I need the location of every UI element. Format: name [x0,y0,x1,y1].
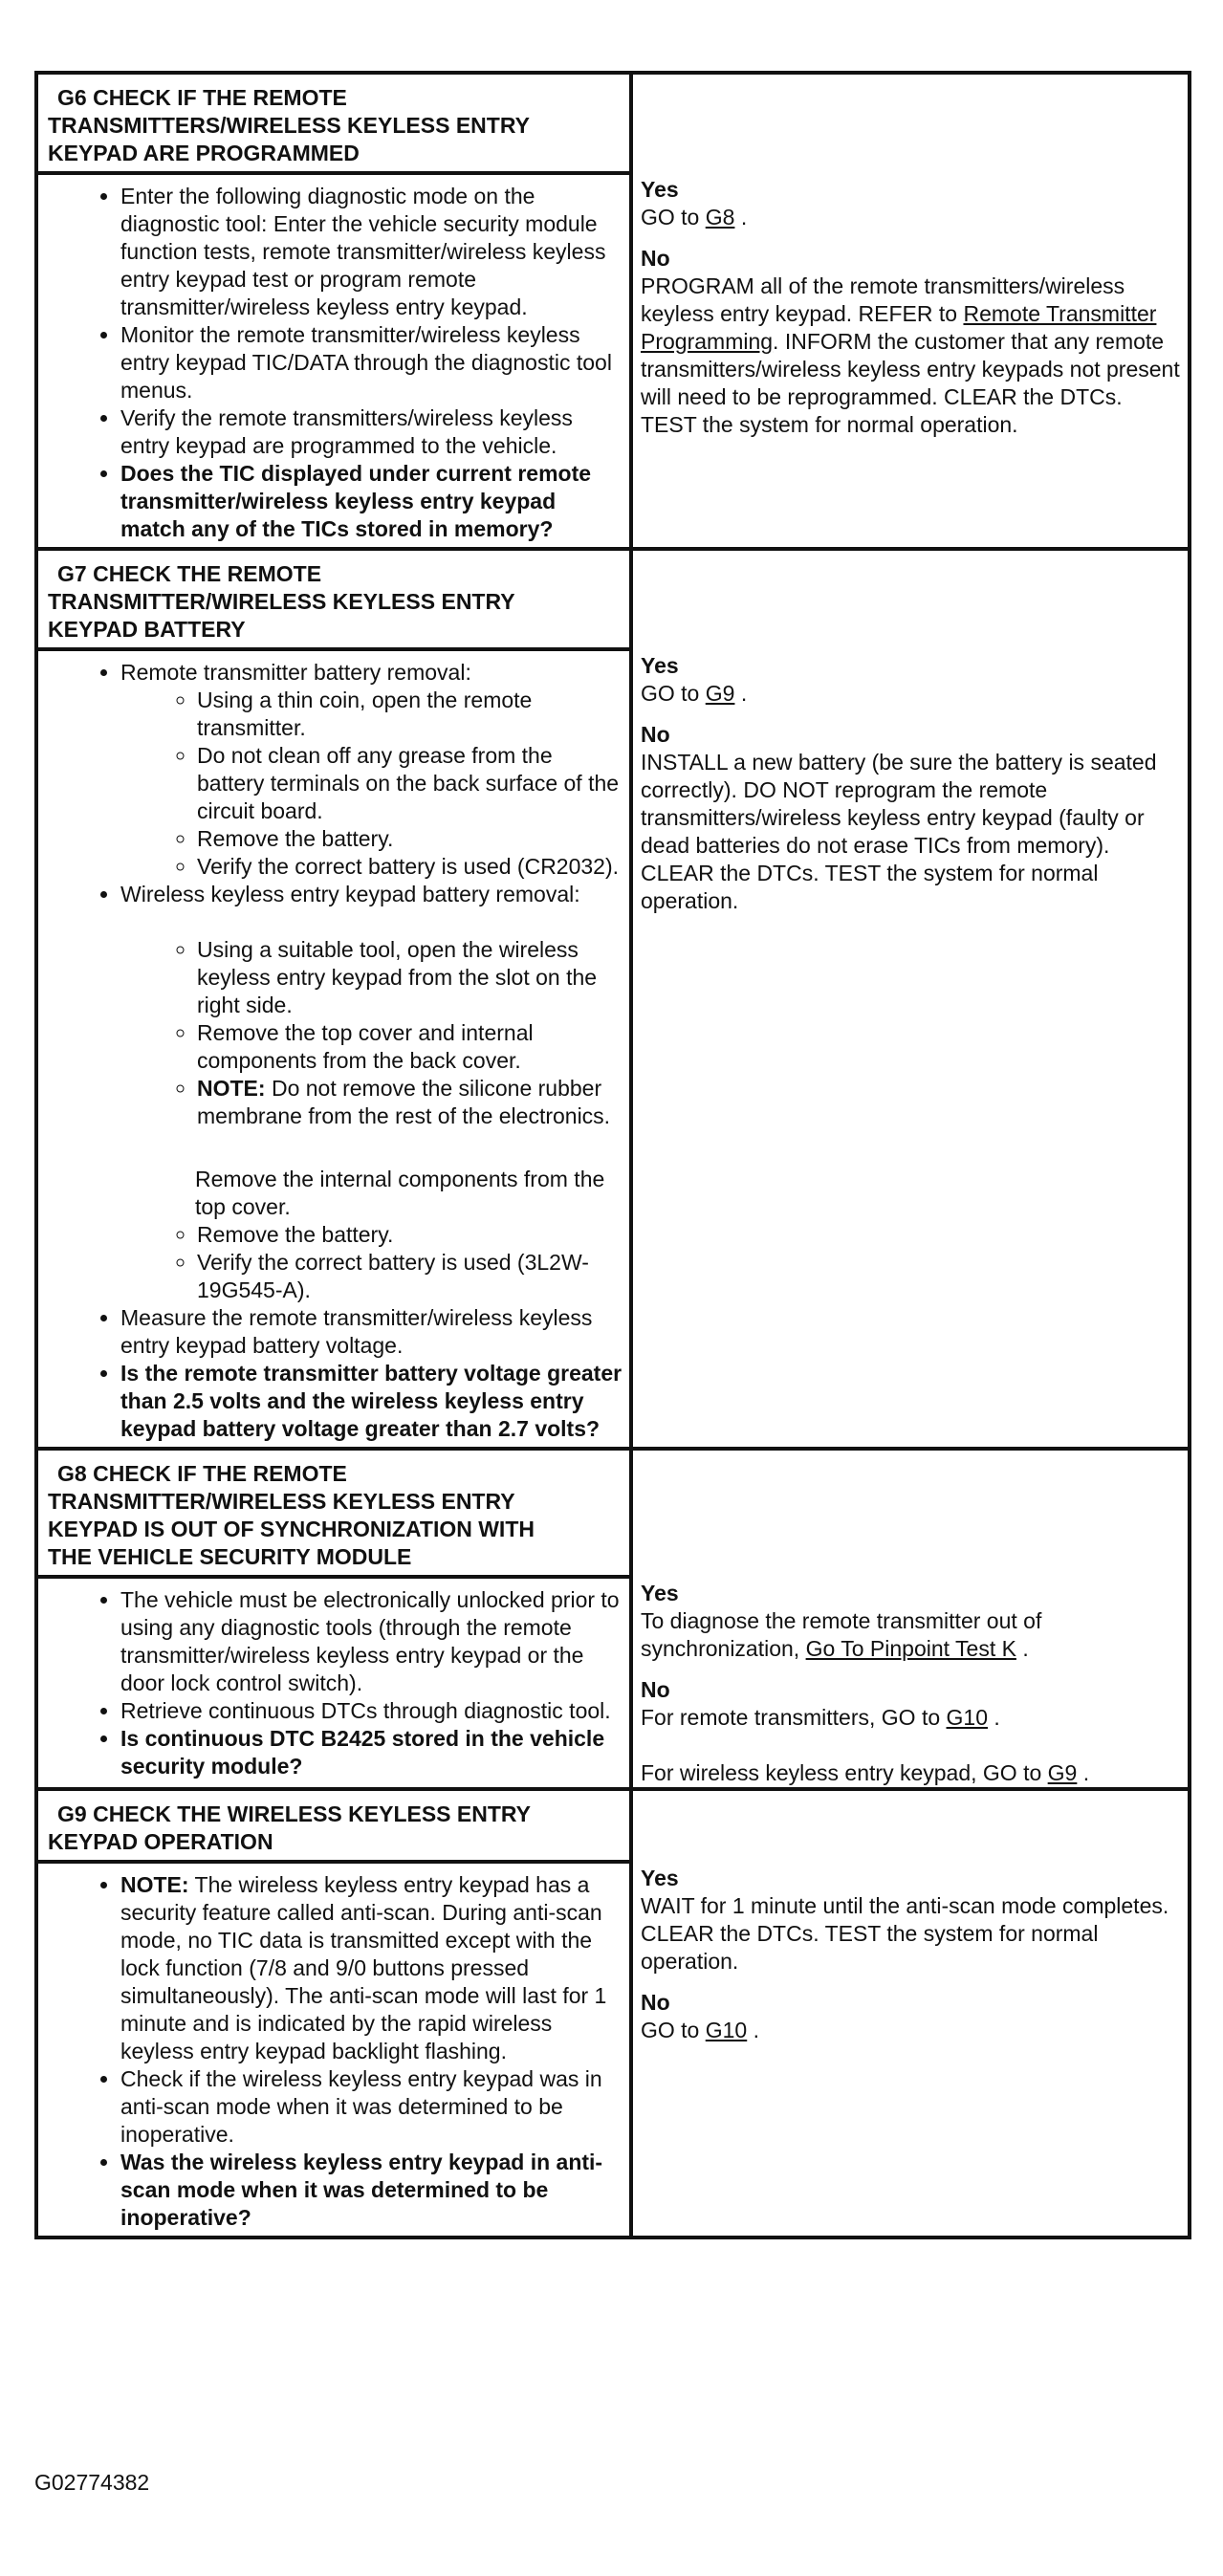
action-item: • Verify the remote transmitters/wireless keyless entry keypad are programmed to the vehicle. [120,404,623,460]
yes-label: Yes [641,1581,679,1605]
punctuation: . [988,1705,1000,1730]
step-g6-results [631,73,1190,549]
action-item [120,659,623,881]
step-number: G9 [57,1801,87,1826]
step-number: G8 [57,1461,87,1486]
question-item: • Is continuous DTC B2425 stored in the vehicle security module? [120,1725,623,1780]
sub-action-item: ◦ Using a suitable tool, open the wireless keyless entry keypad from the slot on the right side. [197,936,623,1019]
action-item: • Monitor the remote transmitter/wireless keyless entry keypad TIC/DATA through the diagnostic tool menus. [120,321,623,404]
link-g9[interactable]: G9 [705,681,735,706]
step-title-text: TRANSMITTERS/WIRELESS KEYLESS ENTRY [48,113,530,138]
diagnostic-sheet [34,71,1188,2239]
question-item: • Does the TIC displayed under current remote transmitter/wireless keyless entry keypad match any of the TICs stored in memory? [120,460,623,543]
no-text: GO to [641,2018,706,2042]
step-number: G7 [57,561,87,586]
step-g8-results [631,1449,1190,1789]
step-title-text: THE VEHICLE SECURITY MODULE [48,1544,412,1569]
sub-action-item: ◦ Do not clean off any grease from the battery terminals on the back surface of the circuit board. [197,742,623,825]
step-g9-results [631,1789,1190,2238]
no-label: No [641,1677,670,1702]
step-title-text: CHECK THE REMOTE [86,561,322,586]
step-title-text: KEYPAD OPERATION [48,1829,273,1854]
step-g6-left-cell [36,73,631,549]
step-g8-actions [38,1579,629,1784]
sub-action-item: ◦ Verify the correct battery is used (3L2W-19G545-A). [197,1249,623,1304]
step-g8-row [36,1449,1190,1789]
step-title-text: CHECK IF THE REMOTE [86,85,347,110]
no-text: For remote transmitters, GO to [641,1705,947,1730]
yes-label: Yes [641,1866,679,1890]
no-label: No [641,722,670,747]
step-title-text: KEYPAD BATTERY [48,617,246,642]
step-title-text: KEYPAD ARE PROGRAMMED [48,141,360,165]
step-g7-title [38,551,629,651]
punctuation: . [734,205,748,229]
step-title-text: CHECK THE WIRELESS KEYLESS ENTRY [86,1801,531,1826]
step-g8-title [38,1451,629,1579]
step-g7-left-cell [36,549,631,1449]
step-number: G6 [57,85,87,110]
punctuation: . [1016,1636,1029,1661]
link-pinpoint-test-k[interactable]: Go To Pinpoint Test K [805,1636,1016,1661]
action-text: Remote transmitter battery removal: [120,660,471,685]
step-g7-actions [38,651,629,1447]
step-g7-results [631,549,1190,1449]
punctuation: . [747,2018,760,2042]
link-g8[interactable]: G8 [705,205,735,229]
no-text: . INFORM the customer that any remote transmitters/wireless keyless entry keypads not present will need to be reprogrammed. CLEAR the DTCs. TEST the system for normal operation. [641,329,1180,437]
link-g10[interactable]: G10 [705,2018,748,2042]
sub-action-item: ◦ Using a thin coin, open the remote transmitter. [197,687,623,742]
sub-action-item: ◦ Verify the correct battery is used (CR2032). [197,853,623,881]
note-text: Do not remove the silicone rubber membrane from the rest of the electronics. [197,1076,611,1128]
step-g6-title [38,75,629,175]
note-item [120,1871,623,2065]
yes-label: Yes [641,177,679,202]
action-item [120,881,623,1304]
note-followup-text: Remove the internal components from the top cover. [195,1167,605,1219]
note-label: NOTE: [197,1076,266,1101]
action-item: • Measure the remote transmitter/wireless keyless entry keypad battery voltage. [120,1304,623,1360]
action-item: • Retrieve continuous DTCs through diagnostic tool. [120,1697,623,1725]
link-g10[interactable]: G10 [946,1705,989,1730]
no-text: For wireless keyless entry keypad, GO to [641,1760,1048,1785]
yes-text: GO to [641,681,706,706]
action-item: • Enter the following diagnostic mode on the diagnostic tool: Enter the vehicle security module function tests, remote transmitter/wireless keyless entry keypad test or program remote transmitter/wireless keyless entry keypad. [120,183,623,321]
question-item: • Is the remote transmitter battery voltage greater than 2.5 volts and the wireless keyless entry keypad battery voltage greater than 2.7 volts? [120,1360,623,1443]
no-text: PROGRAM all of the remote transmitters/wireless keyless entry keypad. REFER to [641,273,1125,326]
step-g6-actions [38,175,629,547]
step-title-text: TRANSMITTER/WIRELESS KEYLESS ENTRY [48,589,515,614]
step-g7-row [36,549,1190,1449]
no-label: No [641,246,670,271]
step-g9-actions [38,1864,629,2236]
question-item: • Was the wireless keyless entry keypad in anti-scan mode when it was determined to be inoperative? [120,2149,623,2232]
sub-action-note [197,1075,623,1221]
step-title-text: CHECK IF THE REMOTE [86,1461,347,1486]
no-label: No [641,1990,670,2015]
step-title-text: KEYPAD IS OUT OF SYNCHRONIZATION WITH [48,1517,535,1541]
sub-action-item: ◦ Remove the battery. [197,1221,623,1249]
note-text: The wireless keyless entry keypad has a security feature called anti-scan. During anti-scan mode, no TIC data is transmitted except with the lock function (7/8 and 9/0 buttons pressed simultaneously). The anti-scan mode will last for 1 minute and is indicated by the rapid wireless keyless entry keypad backlight flashing. [120,1872,607,2063]
yes-text: GO to [641,205,706,229]
figure-id: G02774382 [34,2470,150,2495]
sub-action-item: ◦ Remove the top cover and internal components from the back cover. [197,1019,623,1075]
no-text: INSTALL a new battery (be sure the battery is seated correctly). DO NOT reprogram the remote transmitters/wireless keyless entry keypad (faulty or dead batteries do not erase TICs from memory). CLEAR the DTCs. TEST the system for normal operation. [641,750,1157,913]
action-item: • The vehicle must be electronically unlocked prior to using any diagnostic tools (through the remote transmitter/wireless keyless entry keypad or the door lock control switch). [120,1586,623,1697]
step-g9-left-cell [36,1789,631,2238]
step-title-text: TRANSMITTER/WIRELESS KEYLESS ENTRY [48,1489,515,1514]
step-g8-left-cell [36,1449,631,1789]
note-label: NOTE: [120,1872,189,1897]
action-text: Wireless keyless entry keypad battery removal: [120,882,580,906]
yes-text: WAIT for 1 minute until the anti-scan mode completes. CLEAR the DTCs. TEST the system for normal operation. [641,1893,1169,1974]
yes-label: Yes [641,653,679,678]
action-item: • Check if the wireless keyless entry keypad was in anti-scan mode when it was determined to be inoperative. [120,2065,623,2149]
pinpoint-test-table [34,71,1191,2239]
step-g9-row [36,1789,1190,2238]
link-remote-transmitter-programming[interactable]: Remote Transmitter Programming [641,301,1157,354]
link-g9[interactable]: G9 [1047,1760,1078,1785]
step-g9-title [38,1791,629,1864]
sub-action-item: ◦ Remove the battery. [197,825,623,853]
punctuation: . [734,681,748,706]
step-g6-row [36,73,1190,549]
punctuation: . [1077,1760,1090,1785]
yes-text: To diagnose the remote transmitter out of synchronization, [641,1608,1042,1661]
